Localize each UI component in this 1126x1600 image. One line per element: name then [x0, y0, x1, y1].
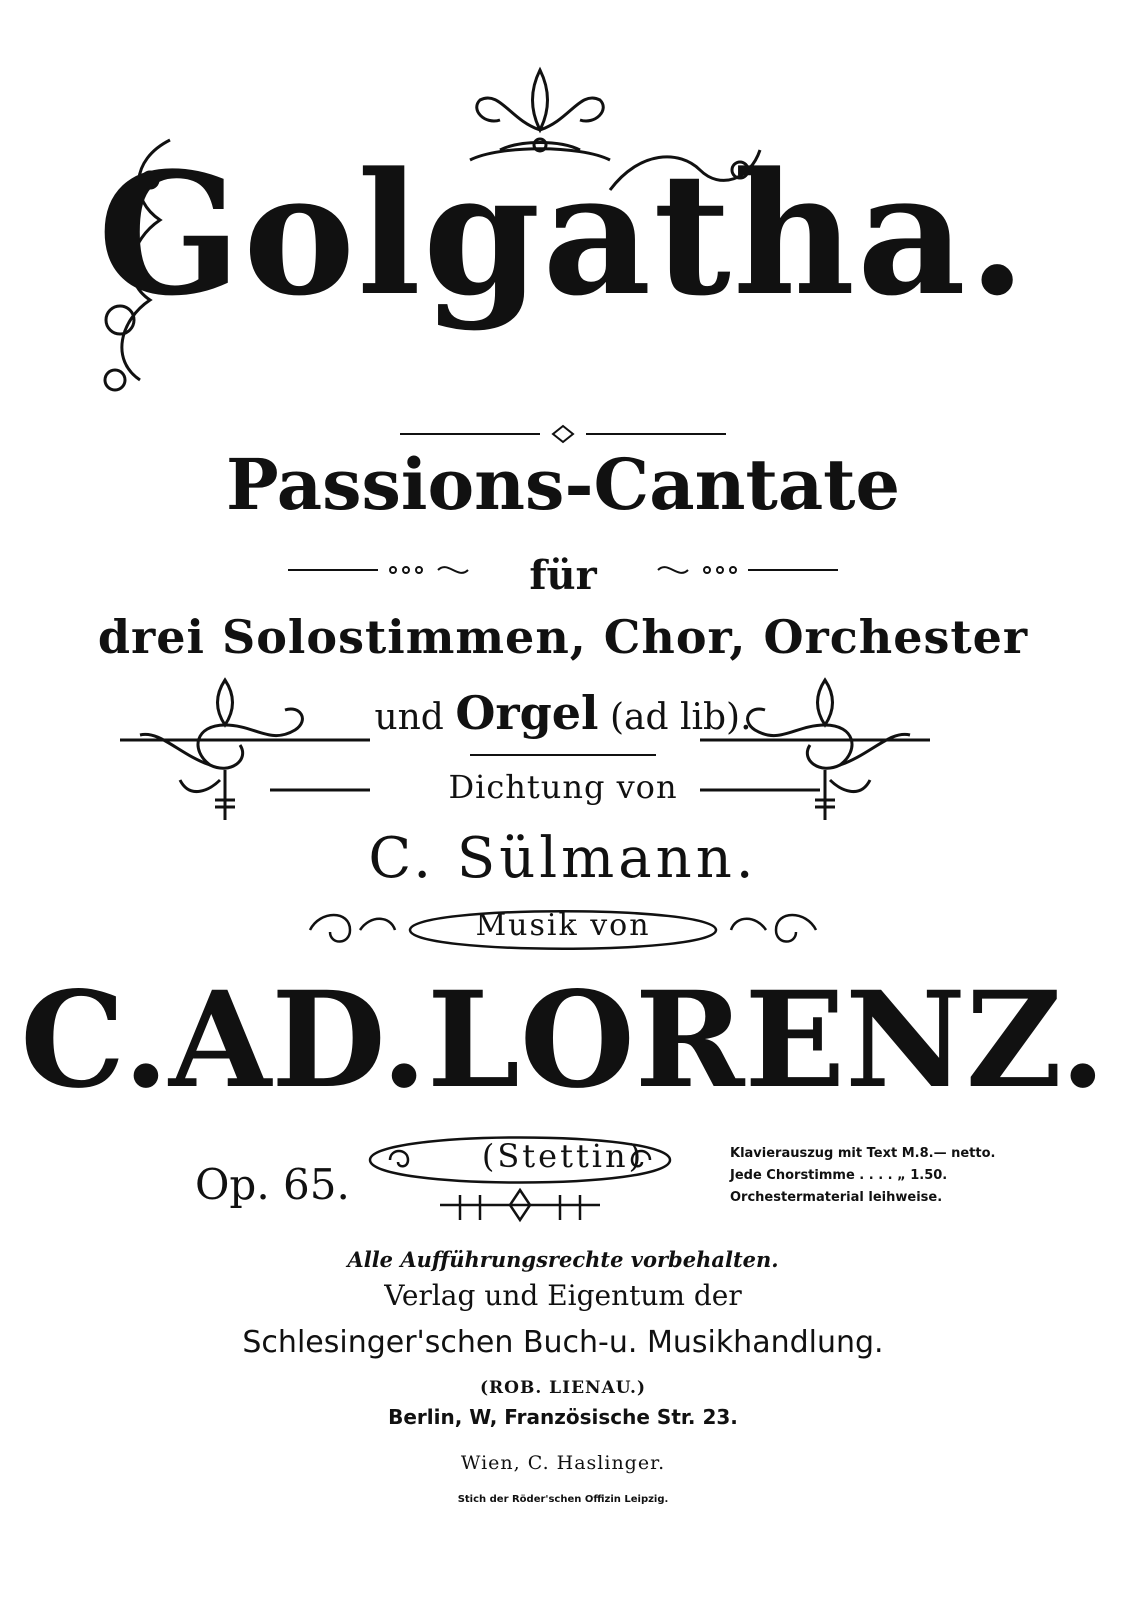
- music-by-label: Musik von: [475, 908, 651, 943]
- publisher-name: Schlesinger'schen Buch-u. Musikhandlung.: [242, 1325, 884, 1360]
- for-label: für: [529, 552, 597, 599]
- ad-lib-note: (ad lib).: [609, 697, 752, 738]
- fleur-de-lis-ornament: [700, 670, 950, 850]
- voices-line: drei Solostimmen, Chor, Orchester: [97, 610, 1029, 664]
- publisher-line: Verlag und Eigentum der: [384, 1279, 742, 1312]
- price-line: Klavierauszug mit Text M.8.— netto.: [730, 1146, 996, 1161]
- diamond-ornament: [400, 424, 726, 444]
- composer-name: C.AD.LORENZ.: [20, 963, 1106, 1118]
- price-line: Jede Chorstimme . . . . „ 1.50.: [730, 1168, 948, 1183]
- poet-name: C. Sülmann.: [368, 826, 758, 891]
- fleur-de-lis-ornament: [120, 670, 370, 850]
- organ-word: Orgel: [455, 686, 599, 740]
- work-subtitle: Passions-Cantate: [225, 443, 901, 526]
- city-label: (Stettin): [481, 1137, 645, 1175]
- work-title: Golgatha.: [97, 135, 1029, 333]
- engraver-credit: Stich der Röder'schen Offizin Leipzig.: [457, 1494, 669, 1505]
- divider-line: [470, 752, 656, 758]
- publisher-owner: (ROB. LIENAU.): [479, 1378, 646, 1398]
- poem-by-label: Dichtung von: [448, 768, 678, 806]
- publisher-address: Berlin, W, Französische Str. 23.: [388, 1405, 738, 1429]
- price-list: [730, 1143, 995, 1209]
- price-line: Orchestermaterial leihweise.: [730, 1190, 943, 1205]
- and-word: und: [374, 697, 444, 738]
- opus-number: Op. 65.: [195, 1160, 350, 1209]
- vienna-agent: Wien, C. Haslinger.: [460, 1452, 666, 1474]
- rights-notice: Alle Aufführungsrechte vorbehalten.: [347, 1247, 779, 1272]
